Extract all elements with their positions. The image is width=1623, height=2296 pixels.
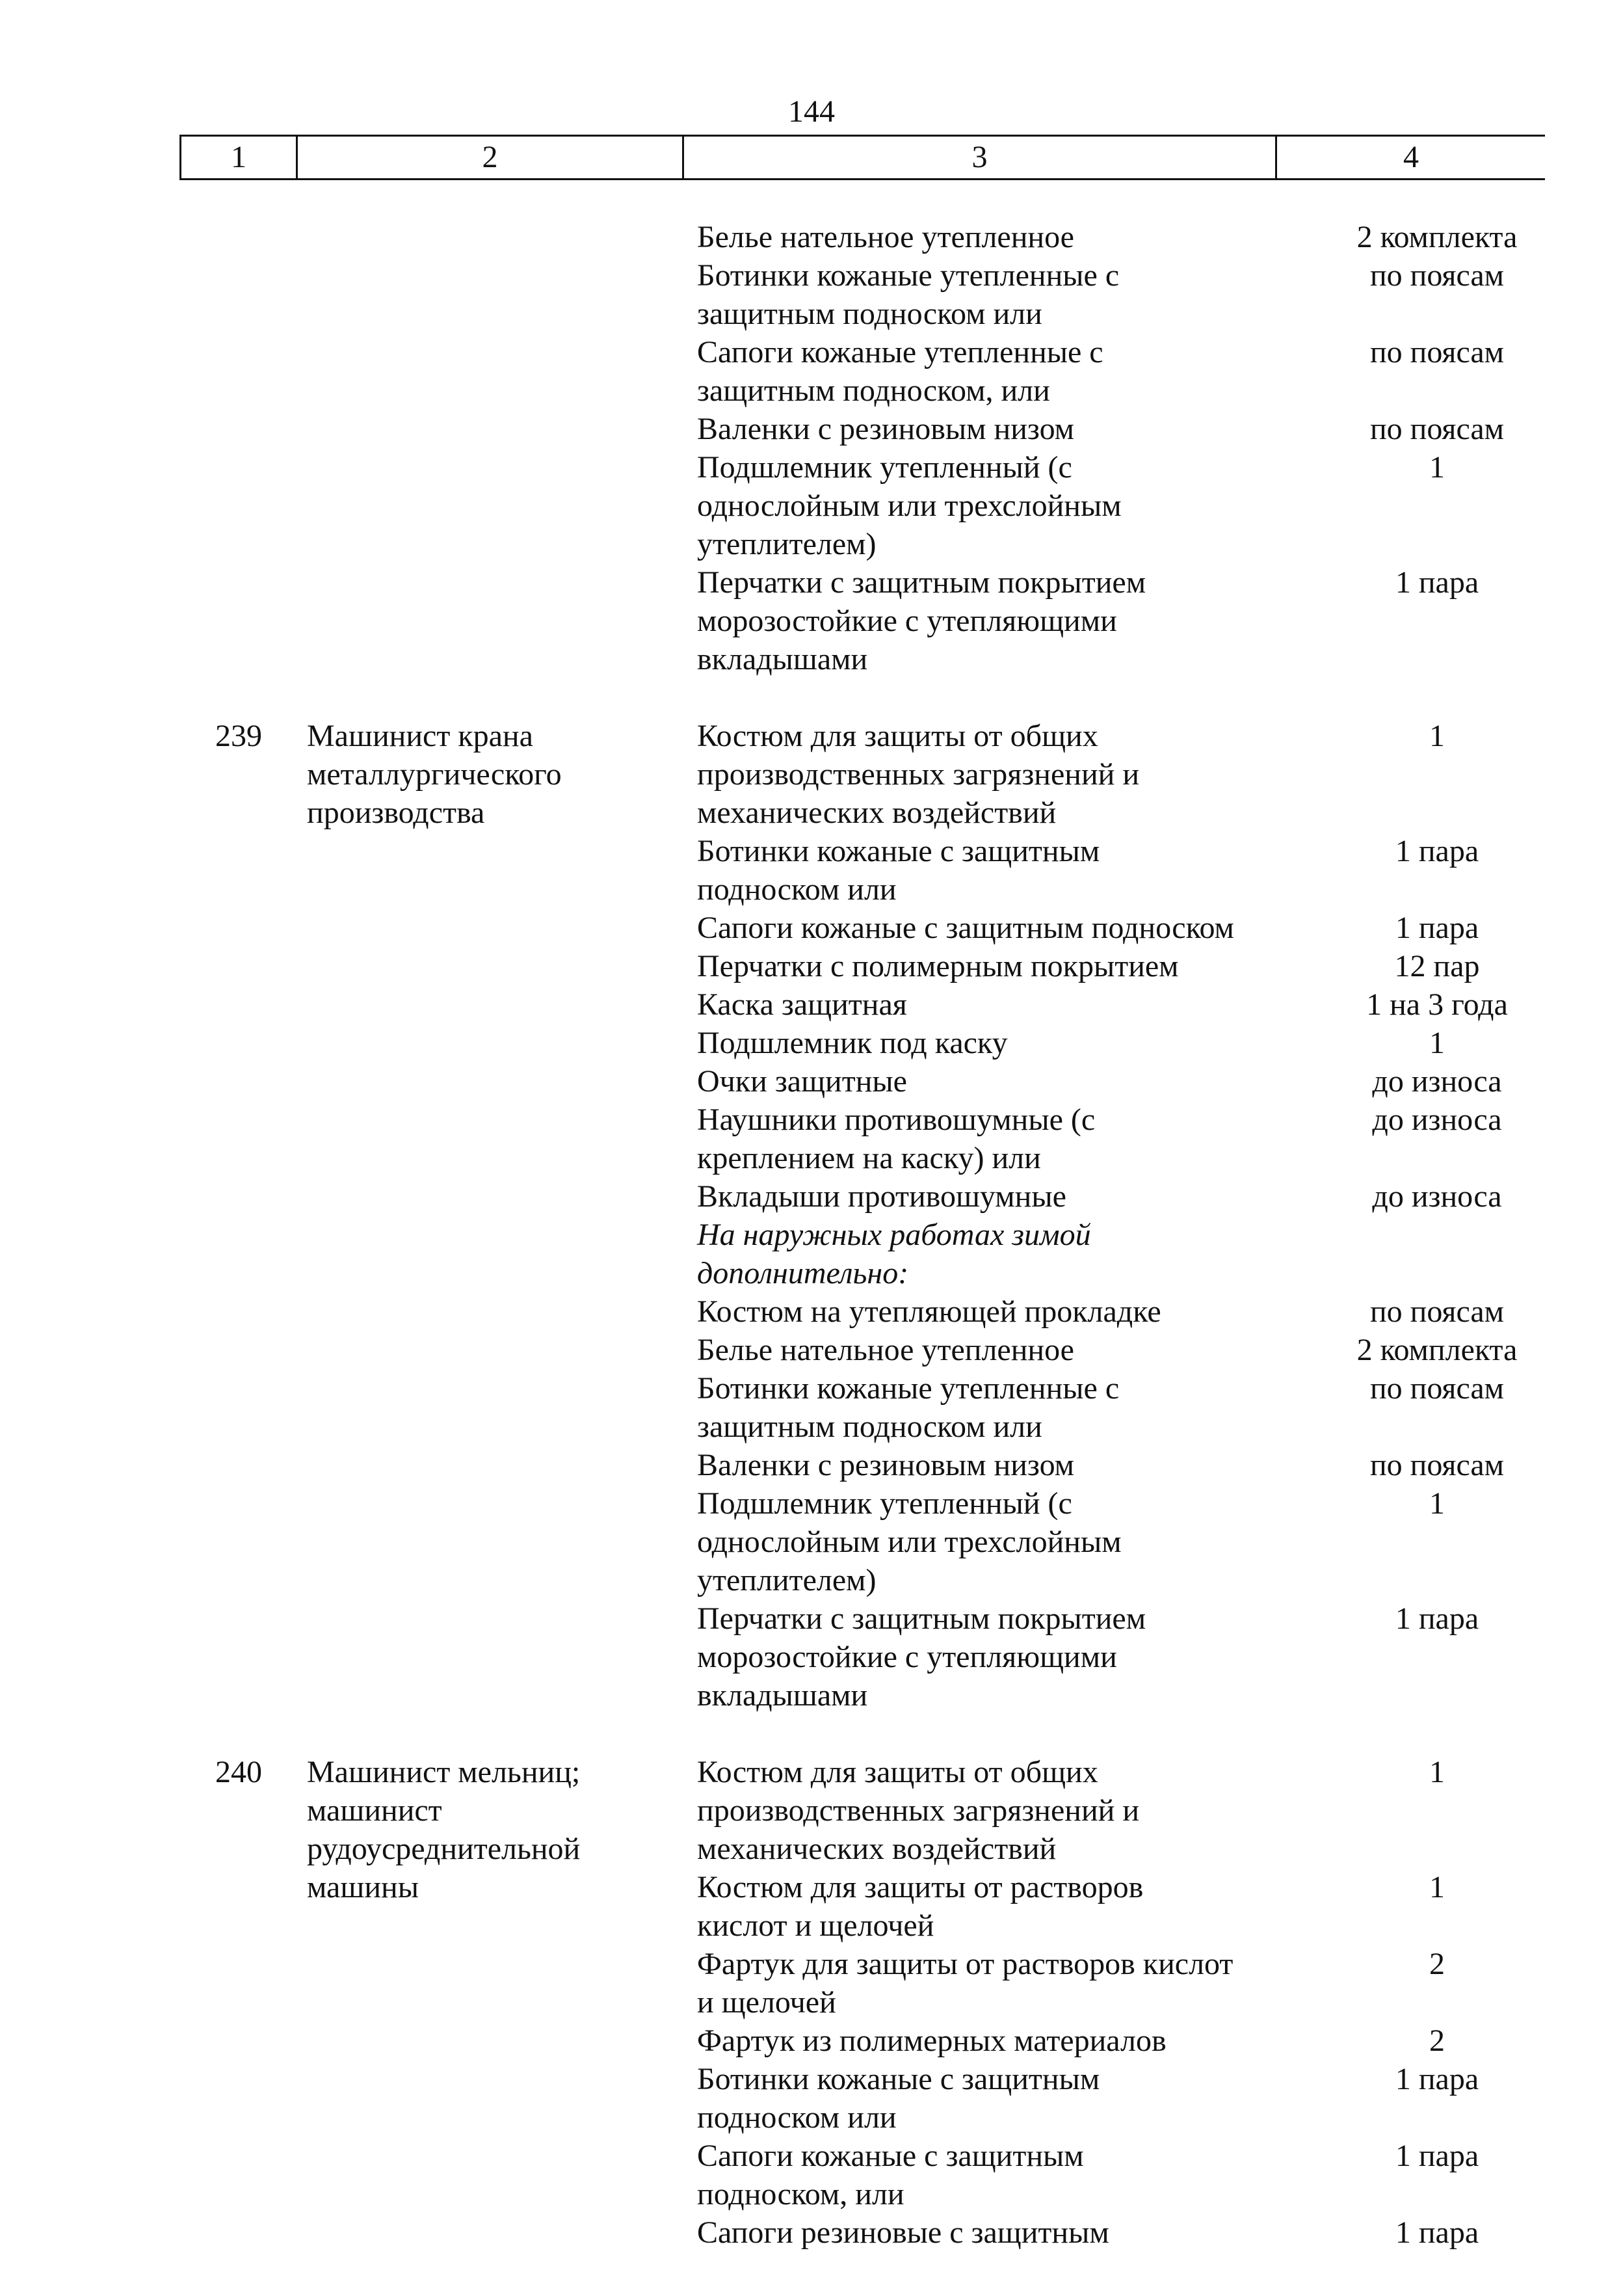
- item-name: [697, 2060, 1282, 2137]
- item-name: [697, 985, 1282, 1024]
- item-line: Перчатки с защитным покрытием: [697, 565, 1146, 600]
- item-line: Перчатки с полимерным покрытием: [697, 949, 1179, 983]
- item-norm: 1: [1429, 1755, 1445, 1789]
- item-name: [697, 218, 1282, 256]
- header-col-4: 4: [1403, 140, 1419, 174]
- profession-line: Машинист мельниц;: [307, 1755, 581, 1789]
- item-line: вкладышами: [697, 642, 868, 676]
- profession-line: рудоусреднительной: [307, 1832, 581, 1866]
- item-name: [697, 1292, 1282, 1331]
- item-line: Подшлемник утепленный (с: [697, 1486, 1072, 1521]
- item-name: [697, 563, 1282, 678]
- header-col-2: 2: [298, 137, 684, 178]
- item-name: [697, 256, 1282, 333]
- item-norm: 1: [1429, 1870, 1445, 1904]
- item-norm: по поясам: [1369, 412, 1505, 446]
- item-line: подноском, или: [697, 2177, 904, 2211]
- item-name: [697, 909, 1282, 947]
- item-line: Каска защитная: [697, 987, 907, 1022]
- entry-number: 239: [215, 719, 262, 753]
- item-line: и щелочей: [697, 1985, 836, 2020]
- item-line: Костюм для защиты от общих: [697, 719, 1098, 753]
- item-line: производственных загрязнений и: [697, 1793, 1140, 1828]
- table-header: [179, 135, 1545, 180]
- item-line: Костюм на утепляющей прокладке: [697, 1294, 1161, 1329]
- item-name: [697, 1599, 1282, 1715]
- item-norm: 1: [1429, 719, 1445, 753]
- item-line: производственных загрязнений и: [697, 757, 1140, 792]
- item-line: защитным подноском или: [697, 1409, 1042, 1444]
- item-name: [697, 1331, 1282, 1369]
- item-line: Белье нательное утепленное: [697, 1333, 1074, 1367]
- item-line: Валенки с резиновым низом: [697, 412, 1075, 446]
- item-norm: 1 пара: [1395, 834, 1479, 868]
- item-name: [697, 1446, 1282, 1484]
- item-line: вкладышами: [697, 1678, 868, 1713]
- profession-line: машины: [307, 1870, 419, 1904]
- item-norm: 2 комплекта: [1356, 220, 1518, 254]
- item-line: Сапоги кожаные с защитным подноском: [697, 911, 1234, 945]
- item-norm: по поясам: [1369, 258, 1505, 293]
- item-line: Костюм для защиты от общих: [697, 1755, 1098, 1789]
- item-line: утеплителем): [697, 1563, 877, 1597]
- item-norm: по поясам: [1369, 1448, 1505, 1482]
- item-norm: до износа: [1372, 1102, 1502, 1137]
- item-norm: 1 пара: [1395, 1601, 1479, 1636]
- item-line: дополнительно:: [697, 1256, 909, 1290]
- item-name: [697, 1484, 1282, 1599]
- item-line: защитным подноском, или: [697, 373, 1050, 408]
- item-line: морозостойкие с утепляющими: [697, 604, 1117, 638]
- item-line: Фартук из полимерных материалов: [697, 2023, 1167, 2058]
- item-line: морозостойкие с утепляющими: [697, 1640, 1117, 1674]
- item-name: [697, 1868, 1282, 1945]
- item-name: [697, 1062, 1282, 1101]
- item-norm: 1: [1429, 1486, 1445, 1521]
- item-norm: до износа: [1372, 1064, 1502, 1099]
- item-line: подноском или: [697, 2100, 897, 2135]
- item-norm: 1 пара: [1395, 911, 1479, 945]
- item-line: Фартук для защиты от растворов кислот: [697, 1947, 1234, 1981]
- profession-line: производства: [307, 795, 485, 830]
- item-norm: 1 на 3 года: [1366, 987, 1508, 1022]
- profession-line: Машинист крана: [307, 719, 533, 753]
- item-name: [697, 1177, 1282, 1216]
- item-norm: 1: [1429, 450, 1445, 485]
- item-name: [697, 333, 1282, 410]
- item-name: [697, 947, 1282, 985]
- header-col-3: 3: [684, 137, 1277, 178]
- item-norm: по поясам: [1369, 335, 1505, 369]
- item-norm: 12 пар: [1394, 949, 1480, 983]
- profession-name: [307, 717, 671, 832]
- item-line: подноском или: [697, 872, 897, 907]
- item-line: Ботинки кожаные с защитным: [697, 834, 1100, 868]
- item-line: однослойным или трехслойным: [697, 1525, 1122, 1559]
- item-norm: до износа: [1372, 1179, 1502, 1214]
- item-norm: 2: [1429, 2023, 1445, 2058]
- item-norm: 1 пара: [1395, 565, 1479, 600]
- item-norm: 1 пара: [1395, 2139, 1479, 2173]
- item-norm: 2: [1429, 1947, 1445, 1981]
- item-line: утеплителем): [697, 527, 877, 561]
- item-line: Сапоги резиновые с защитным: [697, 2215, 1109, 2250]
- item-line: Ботинки кожаные утепленные с: [697, 258, 1120, 293]
- item-line: механических воздействий: [697, 795, 1057, 830]
- item-line: Подшлемник утепленный (с: [697, 450, 1072, 485]
- item-line: однослойным или трехслойным: [697, 488, 1122, 523]
- item-name: [697, 2137, 1282, 2213]
- item-line: Ботинки кожаные утепленные с: [697, 1371, 1120, 1406]
- item-name: [697, 1024, 1282, 1062]
- item-name: [697, 1945, 1282, 2022]
- profession-line: машинист: [307, 1793, 442, 1828]
- item-line: Валенки с резиновым низом: [697, 1448, 1075, 1482]
- item-name: [697, 2022, 1282, 2060]
- item-line: Наушники противошумные (с: [697, 1102, 1096, 1137]
- item-line: механических воздействий: [697, 1832, 1057, 1866]
- item-name: [697, 1369, 1282, 1446]
- profession-line: металлургического: [307, 757, 562, 792]
- item-line: Ботинки кожаные с защитным: [697, 2062, 1100, 2096]
- item-norm: 1 пара: [1395, 2215, 1479, 2250]
- item-norm: 1: [1429, 1026, 1445, 1060]
- item-norm: по поясам: [1369, 1371, 1505, 1406]
- item-name: [697, 448, 1282, 563]
- item-line: защитным подноском или: [697, 297, 1042, 331]
- item-line: кислот и щелочей: [697, 1908, 934, 1943]
- section-note: [697, 1216, 1282, 1292]
- item-name: [697, 717, 1282, 832]
- item-line: Костюм для защиты от растворов: [697, 1870, 1144, 1904]
- header-col-1: 1: [179, 137, 298, 178]
- profession-name: [307, 1753, 671, 1906]
- item-norm: 2 комплекта: [1356, 1333, 1518, 1367]
- entry-number: 240: [215, 1755, 262, 1789]
- item-line: креплением на каску) или: [697, 1141, 1041, 1175]
- item-line: Белье нательное утепленное: [697, 220, 1074, 254]
- item-line: Сапоги кожаные с защитным: [697, 2139, 1084, 2173]
- item-norm: 1 пара: [1395, 2062, 1479, 2096]
- item-line: Очки защитные: [697, 1064, 907, 1099]
- item-name: [697, 1101, 1282, 1177]
- item-name: [697, 1753, 1282, 1868]
- item-norm: по поясам: [1369, 1294, 1505, 1329]
- page-number: 144: [788, 94, 835, 129]
- item-line: Подшлемник под каску: [697, 1026, 1008, 1060]
- item-name: [697, 410, 1282, 448]
- item-line: На наружных работах зимой: [697, 1218, 1091, 1252]
- item-name: [697, 2213, 1282, 2252]
- item-line: Вкладыши противошумные: [697, 1179, 1066, 1214]
- item-line: Перчатки с защитным покрытием: [697, 1601, 1146, 1636]
- item-line: Сапоги кожаные утепленные с: [697, 335, 1103, 369]
- item-name: [697, 832, 1282, 909]
